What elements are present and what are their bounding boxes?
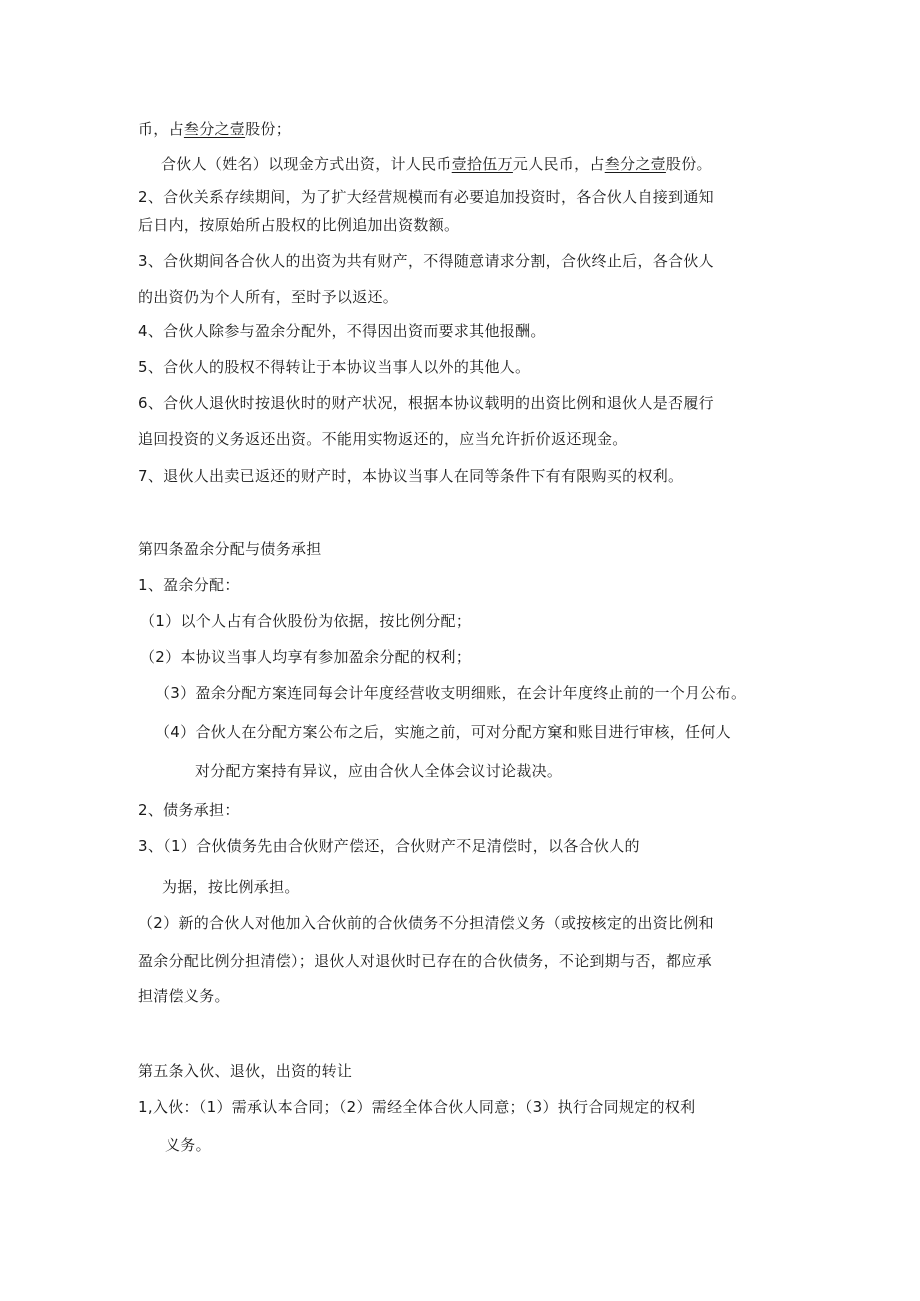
section-heading-4: 第四条盈余分配与债务承担 <box>138 540 322 558</box>
text-span: 股份； <box>245 120 292 138</box>
join-clause-line-1: 1,入伙：（1）需承认本合同；（2）需经全体合伙人同意；（3）执行合同规定的权利 <box>138 1098 696 1116</box>
clause-3-line-2: 的出资仍为个人所有，至时予以返还。 <box>138 288 399 306</box>
clause-3-line-1: 3、合伙期间各合伙人的出资为共有财产，不得随意请求分割，合伙终止后，各合伙人 <box>138 252 714 270</box>
item-4-line-2: 对分配方案持有异议，应由合伙人全体会议讨论裁决。 <box>195 762 563 780</box>
subclause-profit: 1、盈余分配： <box>138 576 240 594</box>
debt-item-1-line-1: 3、（1）合伙债务先由合伙财产偿还，合伙财产不足清偿时，以各合伙人的 <box>138 837 640 855</box>
debt-item-1-line-2: 为据，按比例承担。 <box>162 878 300 896</box>
clause-2-line-1: 2、合伙关系存续期间，为了扩大经营规模而有必要追加投资时，各合伙人自接到通知 <box>138 188 714 206</box>
text-span: 币，占 <box>138 120 184 138</box>
underlined-share: 叁分之壹 <box>604 155 666 173</box>
item-3: （3）盈余分配方案连同每会计年度经营收支明细账，在会计年度终止前的一个月公布。 <box>155 684 747 702</box>
clause-6-line-1: 6、合伙人退伙时按退伙时的财产状况，根据本协议载明的出资比例和退伙人是否履行 <box>138 394 714 412</box>
text-line <box>138 118 291 140</box>
section-heading-5: 第五条入伙、退伙，出资的转让 <box>138 1062 353 1080</box>
item-1: （1）以个人占有合伙股份为依据，按比例分配； <box>140 612 472 630</box>
clause-4: 4、合伙人除参与盈余分配外，不得因出资而要求其他报酬。 <box>138 322 546 340</box>
item-4-line-1: （4）合伙人在分配方案公布之后，实施之前，可对分配方窠和账目进行审核，任何人 <box>155 723 731 741</box>
text-span: 合伙人（姓名）以现金方式出资，计人民币 <box>161 155 452 173</box>
underlined-share: 叁分之壹 <box>183 120 246 138</box>
join-clause-line-2: 义务。 <box>165 1136 211 1154</box>
clause-7: 7、退伙人出卖已返还的财产时，本协议当事人在同等条件下有有限购买的权利。 <box>138 467 684 485</box>
text-span: 元人民币，占 <box>512 155 605 173</box>
debt-item-2-line-2: 盈余分配比例分担清偿）；退伙人对退伙时已存在的合伙债务，不论到期与否，都应承 <box>138 952 712 970</box>
clause-6-line-2: 追回投资的义务返还出资。不能用实物返还的，应当允许折价返还现金。 <box>138 430 628 448</box>
clause-5: 5、合伙人的股权不得转让于本协议当事人以外的其他人。 <box>138 358 531 376</box>
text-line <box>161 153 712 175</box>
underlined-amount: 壹拾伍万 <box>451 155 513 173</box>
debt-item-2-line-3: 担清偿义务。 <box>138 987 230 1005</box>
text-span: 股份。 <box>665 155 712 173</box>
item-2: （2）本协议当事人均享有参加盈余分配的权利； <box>140 648 472 666</box>
clause-2-line-2: 后日内，按原始所占股权的比例追加出资数额。 <box>138 216 460 234</box>
subclause-debt: 2、债务承担： <box>138 801 240 819</box>
debt-item-2-line-1: （2）新的合伙人对他加入合伙前的合伙债务不分担清偿义务（或按核定的出资比例和 <box>138 914 714 932</box>
